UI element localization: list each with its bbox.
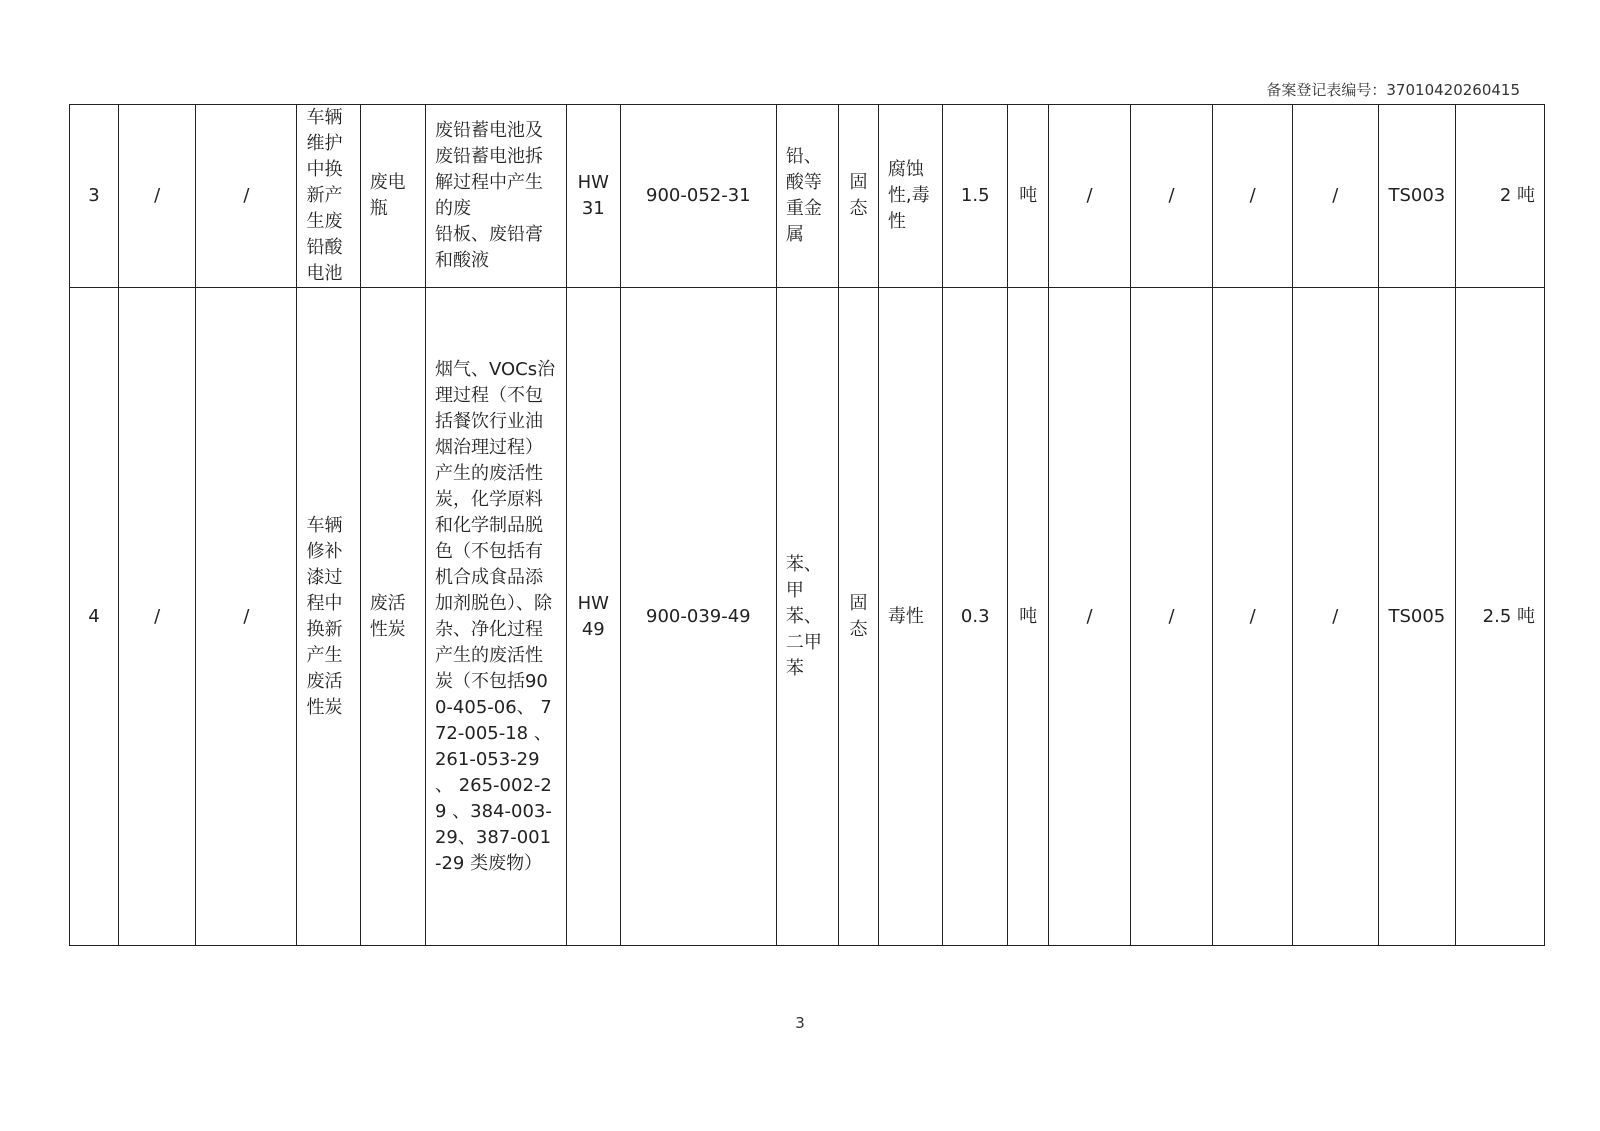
physical-form: 固态 xyxy=(839,288,879,946)
hazard-property: 腐蚀性,毒性 xyxy=(878,105,942,288)
cell-col2: / xyxy=(118,105,196,288)
annual-amount: 1.5 xyxy=(943,105,1008,288)
amount-unit: 吨 xyxy=(1008,288,1049,946)
table-row xyxy=(70,288,1545,946)
cell-col15: / xyxy=(1130,288,1213,946)
storage-capacity: 2 吨 xyxy=(1456,105,1545,288)
cell-col17: / xyxy=(1292,288,1378,946)
cell-col14: / xyxy=(1049,105,1131,288)
table-row xyxy=(70,105,1545,288)
waste-name: 废电瓶 xyxy=(360,105,425,288)
row-index: 3 xyxy=(70,105,119,288)
row-index: 4 xyxy=(70,288,119,946)
physical-form: 固态 xyxy=(839,105,879,288)
waste-category: HW 31 xyxy=(566,105,620,288)
hazardous-waste-table xyxy=(69,104,1545,946)
cell-col17: / xyxy=(1292,105,1378,288)
storage-facility: TS005 xyxy=(1378,288,1456,946)
hazardous-component: 苯、甲苯、二甲苯 xyxy=(776,288,838,946)
storage-capacity: 2.5 吨 xyxy=(1456,288,1545,946)
cell-col3: / xyxy=(196,288,297,946)
waste-description: 烟气、VOCs治理过程（不包括餐饮行业油烟治理过程）产生的废活性炭，化学原料和化学制品脱色（不包括有机合成食品添加剂脱色）、除杂、净化过程产生的废活性炭（不包括900-405-06、 772-005-18 、261-053-29 、 265-002-29 、384-003-29、387-001-29 类废物） xyxy=(425,288,566,946)
waste-name: 废活性炭 xyxy=(360,288,425,946)
cell-col16: / xyxy=(1213,288,1293,946)
waste-source: 车辆修补漆过程中换新产生废活性炭 xyxy=(297,288,360,946)
annual-amount: 0.3 xyxy=(943,288,1008,946)
waste-code: 900-039-49 xyxy=(620,288,776,946)
hazard-property: 毒性 xyxy=(878,288,942,946)
cell-col2: / xyxy=(118,288,196,946)
page-number: 3 xyxy=(795,1014,805,1032)
waste-code: 900-052-31 xyxy=(620,105,776,288)
waste-category: HW 49 xyxy=(566,288,620,946)
cell-col3: / xyxy=(196,105,297,288)
hazardous-component: 铅、酸等重金属 xyxy=(776,105,838,288)
cell-col15: / xyxy=(1130,105,1213,288)
waste-description: 废铅蓄电池及废铅蓄电池拆解过程中产生的废 铅板、废铅膏和酸液 xyxy=(425,105,566,288)
filing-number: 备案登记表编号：37010420260415 xyxy=(1266,81,1520,99)
waste-source: 车辆维护中换新产生废铅酸电池 xyxy=(297,105,360,288)
cell-col16: / xyxy=(1213,105,1293,288)
cell-col14: / xyxy=(1049,288,1131,946)
storage-facility: TS003 xyxy=(1378,105,1456,288)
amount-unit: 吨 xyxy=(1008,105,1049,288)
